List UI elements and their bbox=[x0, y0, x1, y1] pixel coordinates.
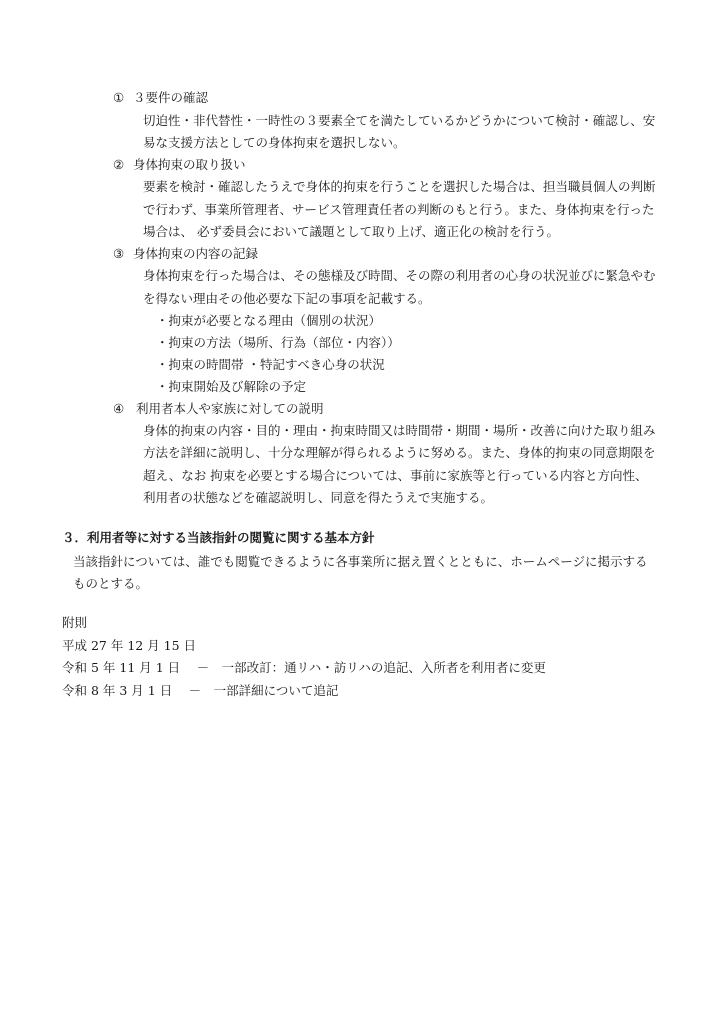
item-2-body-line-2: で行わず、事業所管理者、サービス管理責任者の判断のもと行う。また、身体拘束を行った bbox=[143, 202, 655, 217]
appendix-label: 附則 bbox=[62, 615, 88, 630]
item-3-title: 身体拘束の内容の記録 bbox=[133, 246, 259, 261]
item-4-body-line-3: 超え、なお 拘束を必要とする場合については、事前に家族等と行っている内容と方向性、 bbox=[143, 468, 648, 483]
item-3-bullet-3: ・拘束の時間帯 ・特記すべき心身の状況 bbox=[156, 357, 385, 372]
item-1-body-line-1: 切迫性・非代替性・一時性の３要素全てを満たしているかどうかについて検討・確認し、安 bbox=[143, 113, 656, 128]
item-4-body-line-4: 利用者の状態などを確認説明し、同意を得たうえで実施する。 bbox=[143, 490, 494, 505]
item-2-body-line-1: 要素を検討・確認したうえで身体的拘束を行うことを選択した場合は、担当職員個人の判断 bbox=[143, 179, 656, 194]
section-3-body-line-1: 当該指針については、誰でも閲覧できるように各事業所に据え置くとともに、ホームページに掲示する bbox=[73, 554, 648, 569]
section-3-body-line-2: ものとする。 bbox=[73, 576, 149, 591]
appendix-entry-2: 令和 5 年 11 月 1 日 － 一部改訂：通リハ・訪リハの追記、入所者を利用者に変更 bbox=[62, 660, 546, 675]
item-4-body-line-1: 身体的拘束の内容・目的・理由・拘束時間又は時間帯・期間・場所・改善に向けた取り組み bbox=[143, 423, 656, 438]
item-3-body-line-2: を得ない理由その他必要な下記の事項を記載する。 bbox=[143, 291, 431, 306]
item-1-number: ① bbox=[113, 90, 125, 105]
item-3-bullet-1: ・拘束が必要となる理由（個別の状況） bbox=[156, 313, 382, 328]
item-3-bullet-2: ・拘束の方法（場所、行為（部位・内容）） bbox=[156, 335, 400, 350]
item-2-title: 身体拘束の取り扱い bbox=[133, 157, 246, 172]
item-2-body-line-3: 場合は、 必ず委員会において議題として取り上げ、適正化の検討を行う。 bbox=[143, 224, 559, 239]
appendix-entry-1: 平成 27 年 12 月 15 日 bbox=[62, 638, 197, 653]
item-1-title: ３要件の確認 bbox=[133, 90, 209, 105]
item-4-number: ④ bbox=[113, 401, 125, 416]
appendix-entry-3: 令和 8 年 3 月 1 日 － 一部詳細について追記 bbox=[62, 683, 339, 698]
item-2-number: ② bbox=[113, 157, 125, 172]
item-4-body-line-2: 方法を詳細に説明し、十分な理解が得られるように努める。また、身体的拘束の同意期限を bbox=[143, 445, 656, 460]
item-3-number: ③ bbox=[113, 246, 125, 261]
item-1-body-line-2: 易な支援方法としての身体拘束を選択しない。 bbox=[143, 135, 406, 150]
item-3-body-line-1: 身体拘束を行った場合は、その態様及び時間、その際の利用者の心身の状況並びに緊急やむ bbox=[143, 268, 656, 283]
section-3-heading: ３．利用者等に対する当該指針の閲覧に関する基本方針 bbox=[62, 530, 375, 545]
item-4-title: 利用者本人や家族に対しての説明 bbox=[136, 401, 324, 416]
item-3-bullet-4: ・拘束開始及び解除の予定 bbox=[156, 379, 307, 394]
